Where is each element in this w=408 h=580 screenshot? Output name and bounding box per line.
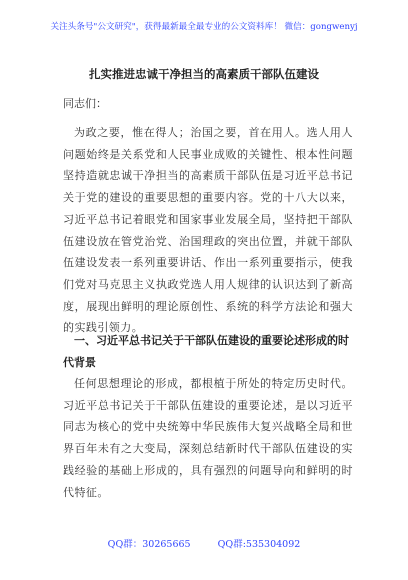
section-heading: 一、习近平总书记关于干部队伍建设的重要论述形成的时代背景 [63, 334, 349, 369]
footer-qq-group-2: QQ群:535304092 [217, 539, 301, 550]
greeting: 同志们： [63, 97, 107, 110]
header-promo-note: 关注头条号"公文研究"，获得最新最全最专业的公文资料库！ 微信：gongwenyj [50, 22, 358, 32]
footer-qq-group-1: QQ群：30265665 [107, 539, 191, 550]
footer [0, 536, 408, 550]
paragraph: 为政之要，惟在得人；治国之要，首在用人。选人用人问题始终是关系党和人民事业成败的关键性、根本性问题坚持造就忠诚干净担当的高素质干部队伍是习近平总书记关于党的建设的重要思想的重要内容。党的十八大以来，习近平总书记着眼党和国家事业发展全局，坚持把干部队伍建设放在管党治党、治国理政的突出位置，并就干部队伍建设发表一系列重要讲话、作出一系列重要指示，使我们党对马克思主义执政党选人用人规律的认识达到了新高度，展现出鲜明的理论原创性、系统的科学方法论和强大的实践引领力。 [63, 126, 353, 335]
paragraph: 任何思想理论的形成，都根植于所处的特定历史时代。习近平总书记关于干部队伍建设的重要论述，是以习近平同志为核心的党中央统筹中华民族伟大复兴战略全局和世界百年未有之大变局，深刻总结新时代干部队伍建设的实践经验的基础上形成的，具有强烈的问题导向和鲜明的时代特征。 [63, 377, 353, 499]
document-title: 扎实推进忠诚干净担当的高素质干部队伍建设 [89, 67, 319, 81]
